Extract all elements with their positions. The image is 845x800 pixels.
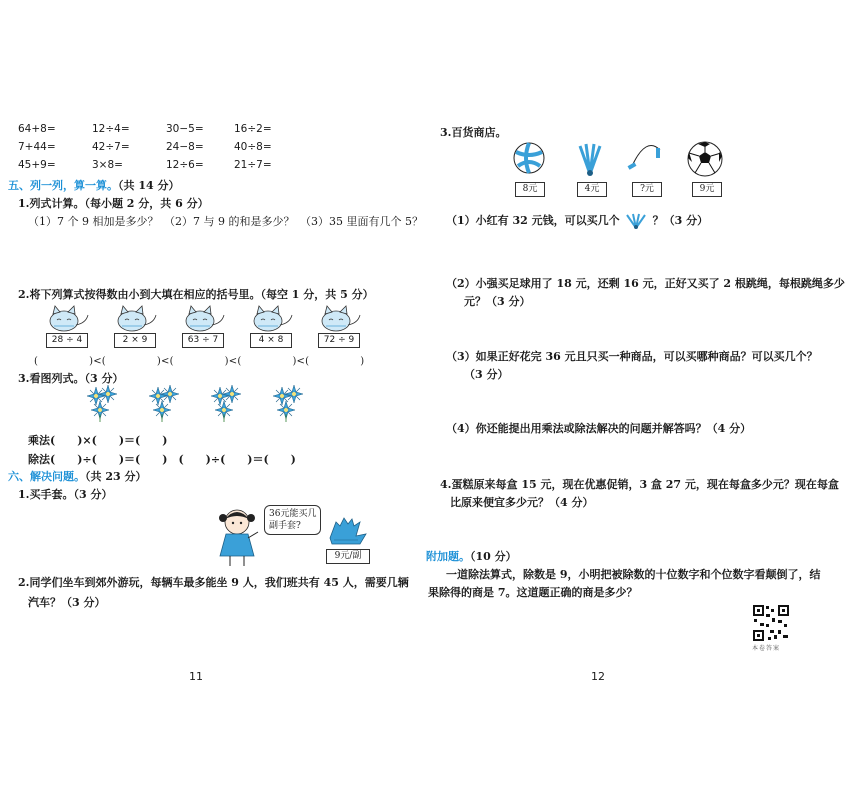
expression-card: 63 ÷ 7 (182, 333, 224, 348)
calc-item: 3×8= (92, 159, 123, 171)
division-line: 除法( )÷( )＝( ) ( )÷( )＝( ) (28, 453, 296, 466)
section-6-title: 六、解决问题。 (8, 470, 85, 483)
qr-code-label: 本卷答案 (752, 645, 781, 652)
calc-item: 12÷4= (92, 123, 130, 135)
expression-card: 72 ÷ 9 (318, 333, 360, 348)
question-r3-1-text: （1）小红有 32 元钱，可以买几个 (446, 214, 620, 227)
speech-bubble (264, 505, 321, 535)
question-1-items: （1）7 个 9 相加是多少？ （2）7 与 9 的和是多少？ （3）35 里面有几个 5？ (28, 215, 423, 228)
shuttlecock-icon (623, 213, 649, 229)
calc-item: 42÷7= (92, 141, 130, 153)
question-2-title: 2.将下列算式按得数由小到大填在相应的括号里。（每空 1 分，共 5 分） (18, 288, 374, 301)
bonus-line-2: 果除得的商是 7。这道题正确的商是多少？ (428, 586, 638, 599)
question-r3-4: （4）你还能提出用乘法或除法解决的问题并解答吗？（4 分） (446, 422, 752, 435)
calc-item: 24−8= (166, 141, 204, 153)
question-r3-1 (446, 212, 708, 229)
expression-card: 28 ÷ 4 (46, 333, 88, 348)
bonus-line-1: 一道除法算式，除数是 9，小明把被除数的十位数字和个位数字看颠倒了，结 (446, 568, 821, 581)
question-r3-3-line-1: （3）如果正好花完 36 元且只买一种商品，可以买哪种商品？可以买几个？ (446, 350, 818, 363)
volleyball-icon (512, 140, 546, 178)
question-r4-line-2: 比原来便宜多少元？（4 分） (450, 496, 594, 509)
flower-groups (86, 386, 306, 426)
answer-brackets: ( )<( )<( )<( )<( ) (34, 356, 365, 367)
section-5-heading (8, 177, 179, 193)
question-6-1-title: 1.买手套。（3 分） (18, 488, 113, 501)
section-6-heading (8, 468, 146, 484)
section-5-title: 五、列一列，算一算。 (8, 179, 118, 192)
girl-illustration (212, 504, 262, 568)
question-6-2-line-1: 2.同学们坐车到郊外游玩，每辆车最多能坐 9 人，我们班共有 45 人，需要几辆 (18, 576, 409, 589)
expression-card: 2 × 9 (114, 333, 156, 348)
calc-item: 45+9= (18, 159, 56, 171)
calc-item: 16÷2= (234, 123, 272, 135)
price-tag-soccer-ball: 9元 (692, 182, 722, 197)
calc-item: 7+44= (18, 141, 56, 153)
speech-bubble-line-2: 副手套? (269, 521, 301, 531)
question-r3-2-line-2: 元？（3 分） (464, 295, 531, 308)
shuttlecock-icon (574, 140, 606, 178)
bonus-title: 附加题。 (426, 550, 470, 563)
qr-code-icon (752, 604, 790, 642)
soccer-ball-icon (686, 140, 724, 178)
calc-item: 64+8= (18, 123, 56, 135)
price-tag-shuttlecock: 4元 (577, 182, 607, 197)
page-number-left: 11 (189, 670, 203, 683)
question-r3-title: 3.百货商店。 (440, 126, 507, 139)
question-r3-3-line-2: （3 分） (464, 368, 509, 381)
section-6-score: （共 23 分） (85, 470, 147, 483)
glove-price-tag: 9元/副 (326, 549, 370, 564)
jump-rope-icon (626, 140, 666, 178)
page-number-right: 12 (591, 670, 605, 683)
bonus-heading (426, 548, 517, 564)
calc-item: 30−5= (166, 123, 204, 135)
question-r3-1-score: ？（3 分） (652, 214, 709, 227)
bonus-score: （10 分） (470, 550, 517, 563)
expression-card: 4 × 8 (250, 333, 292, 348)
calc-item: 12÷6= (166, 159, 204, 171)
glove-icon (326, 516, 372, 546)
section-5-score: （共 14 分） (118, 179, 180, 192)
price-tag-volleyball: 8元 (515, 182, 545, 197)
question-r4-line-1: 4.蛋糕原来每盒 15 元，现在优惠促销，3 盒 27 元，现在每盒多少元？现在每盒 (440, 478, 839, 491)
question-1-title: 1.列式计算。（每小题 2 分，共 6 分） (18, 197, 209, 210)
question-3-title: 3.看图列式。（3 分） (18, 372, 124, 385)
question-6-2-line-2: 汽车？（3 分） (28, 596, 106, 609)
price-tag-jump-rope: ?元 (632, 182, 662, 197)
multiplication-line: 乘法( )×( )＝( ) (28, 434, 168, 447)
question-r3-2-line-1: （2）小强买足球用了 18 元，还剩 16 元，正好又买了 2 根跳绳，每根跳绳多少 (446, 277, 845, 290)
speech-bubble-line-1: 36元能买几 (269, 509, 317, 519)
calc-item: 40÷8= (234, 141, 272, 153)
calc-item: 21÷7= (234, 159, 272, 171)
